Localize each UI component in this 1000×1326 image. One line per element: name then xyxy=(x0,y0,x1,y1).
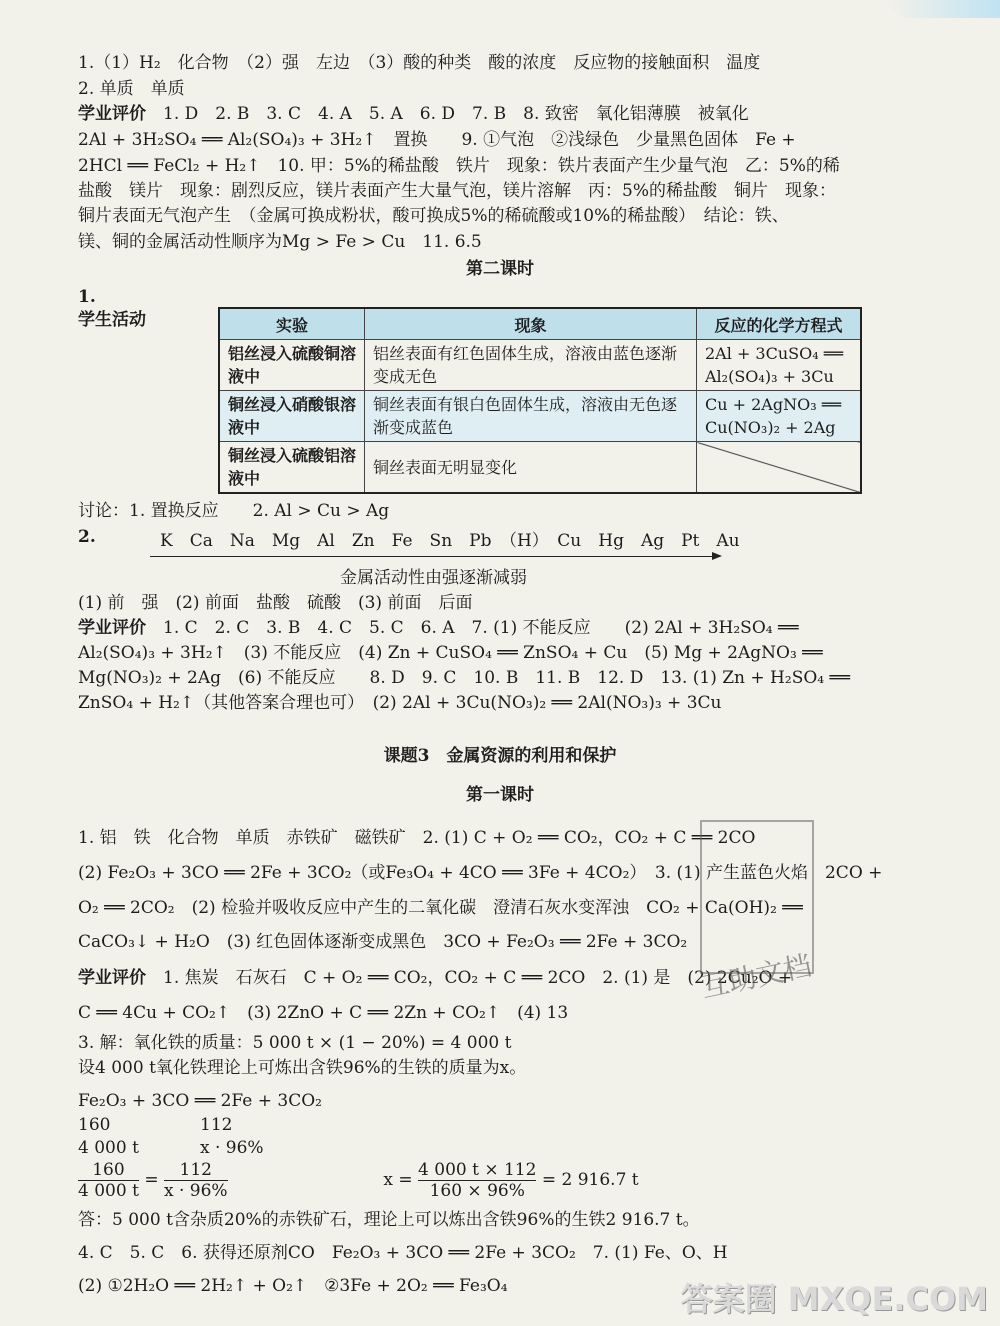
result: = 2 916.7 t xyxy=(541,1170,639,1190)
answer-line: 盐酸 镁片 现象：剧烈反应，镁片表面产生大量气泡，镁片溶解 丙：5%的稀盐酸 铜片 现象： xyxy=(78,181,836,201)
answer-line: 答：5 000 t含杂质20%的赤铁矿石，理论上可以炼出含铁96%的生铁2 916.7 t。 xyxy=(78,1210,700,1230)
table-row xyxy=(219,442,861,494)
activity-series: K Ca Na Mg Al Zn Fe Sn Pb （H） Cu Hg Ag Pt Au xyxy=(160,531,740,551)
series-caption: 金属活动性由强逐渐减弱 xyxy=(340,568,527,588)
answer-line: 1.（1）H₂ 化合物 （2）强 左边 （3）酸的种类 酸的浓度 反应物的接触面积 温度 xyxy=(78,53,761,73)
answer-line: C ══ 4Cu + CO₂↑ (3) 2ZnO + C ══ 2Zn + CO₂↑ (4) 13 xyxy=(78,1003,569,1023)
equation xyxy=(697,340,862,391)
numerator: 112 xyxy=(164,1160,228,1181)
table-row xyxy=(219,340,861,391)
eval-label: 学业评价 xyxy=(78,104,146,124)
denominator: 160 × 96% xyxy=(429,1181,525,1201)
equation-line: Cu + 2AgNO₃ ══ xyxy=(705,395,841,414)
equation-line: Cu(NO₃)₂ + 2Ag xyxy=(705,418,836,437)
answer-line: 1. 铝 铁 化合物 单质 赤铁矿 磁铁矿 2. (1) C + O₂ ══ CO₂，CO₂ + C ══ 2CO xyxy=(78,828,756,848)
answer-line: CaCO₃↓ + H₂O (3) 红色固体逐渐变成黑色 3CO + Fe₂O₃ ══ 2Fe + 3CO₂ xyxy=(78,932,688,952)
experiment-table xyxy=(218,307,862,494)
numerator: 4 000 t × 112 xyxy=(418,1160,537,1180)
watermark-text: 互助文档 xyxy=(698,948,815,1005)
topic-heading: 课题3 金属资源的利用和保护 xyxy=(383,746,617,766)
answer-line xyxy=(78,101,930,127)
equation-line: Al₂(SO₄)₃ + 3Cu xyxy=(705,367,834,386)
question-number: 2. xyxy=(78,527,96,547)
x-label: x = xyxy=(383,1170,413,1190)
mass-value: 160 xyxy=(78,1115,111,1135)
denominator: x · 96% xyxy=(163,1181,228,1201)
section-heading: 第一课时 xyxy=(466,785,534,805)
answer-text: 1. 焦炭 石灰石 C + O₂ ══ CO₂，CO₂ + C ══ 2CO 2. (1) 是 (2) 2Cu₂O + xyxy=(163,968,793,988)
phenomenon: 铜丝表面无明显变化 xyxy=(365,442,697,494)
series-arrow xyxy=(150,556,720,557)
numerator: 160 xyxy=(78,1160,139,1181)
answer-line: Al₂(SO₄)₃ + 3H₂↑ (3) 不能反应 (4) Zn + CuSO₄ ══ ZnSO₄ + Cu (5) Mg + 2AgNO₃ ══ xyxy=(78,643,823,663)
experiment-name: 铜丝浸入硫酸铝溶液中 xyxy=(219,442,365,494)
answer-line: 2HCl ══ FeCl₂ + H₂↑ 10. 甲：5%的稀盐酸 铁片 现象：铁片表面产生少量气泡 乙：5%的稀 xyxy=(78,156,840,176)
answer-line: Mg(NO₃)₂ + 2Ag (6) 不能反应 8. D 9. C 10. B 11. B 12. D 13. (1) Zn + H₂SO₄ ══ xyxy=(78,668,850,688)
question-number: 1. xyxy=(78,287,96,307)
mass-value: 112 xyxy=(200,1115,233,1135)
eval-label: 学业评价 xyxy=(78,618,146,638)
answer-line: (1) 前 强 (2) 前面 盐酸 硫酸 (3) 前面 后面 xyxy=(78,593,473,613)
equation-line: 2Al + 3CuSO₄ ══ xyxy=(705,344,843,363)
table-header: 反应的化学方程式 xyxy=(697,308,862,340)
experiment-name: 铝丝浸入硫酸铜溶液中 xyxy=(219,340,365,391)
phenomenon: 铜丝表面有银白色固体生成，溶液由无色逐渐变成蓝色 xyxy=(365,391,697,442)
section-heading: 第二课时 xyxy=(466,259,534,279)
answer-line: 铜片表面无气泡产生 （金属可换成粉状，酸可换成5%的稀硫酸或10%的稀盐酸） 结论：铁、 xyxy=(78,206,789,226)
answer-line: (2) ①2H₂O ══ 2H₂↑ + O₂↑ ②3Fe + 2O₂ ══ Fe₃O₄ xyxy=(78,1276,508,1296)
fraction xyxy=(164,1160,228,1201)
answer-line: 镁、铜的金属活动性顺序为Mg > Fe > Cu 11. 6.5 xyxy=(78,232,482,252)
answer-line: 3. 解：氧化铁的质量：5 000 t × (1 − 20%) = 4 000 t xyxy=(78,1033,512,1053)
answer-line: 2Al + 3H₂SO₄ ══ Al₂(SO₄)₃ + 3H₂↑ 置换 9. ①气泡 ②浅绿色 少量黑色固体 Fe + xyxy=(78,130,796,150)
experiment-name: 铜丝浸入硝酸银溶液中 xyxy=(219,391,365,442)
equals-sign: = xyxy=(144,1170,159,1190)
answer-line: 4. C 5. C 6. 获得还原剂CO Fe₂O₃ + 3CO ══ 2Fe + 3CO₂ 7. (1) Fe、O、H xyxy=(78,1243,728,1263)
answer-text: 1. D 2. B 3. C 4. A 5. A 6. D 7. B 8. 致密 氧化铝薄膜 被氧化 xyxy=(163,104,749,124)
mass-value: x · 96% xyxy=(200,1138,264,1158)
student-activity-label: 学生活动 xyxy=(78,310,146,330)
equation xyxy=(697,391,862,442)
table-row xyxy=(219,391,861,442)
site-logo: 答案圈 MXQE.COM xyxy=(680,1280,988,1318)
corner-decoration xyxy=(890,0,1000,18)
answer-line: 设4 000 t氧化铁理论上可炼出含铁96%的生铁的质量为x。 xyxy=(78,1058,527,1078)
answer-line: O₂ ══ 2CO₂ (2) 检验并吸收反应中产生的二氧化碳 澄清石灰水变浑浊 CO₂ + Ca(OH)₂ ══ xyxy=(78,898,803,918)
eval-label: 学业评价 xyxy=(78,968,146,988)
mass-value: 4 000 t xyxy=(78,1138,139,1158)
answer-line: ZnSO₄ + H₂↑（其他答案合理也可） (2) 2Al + 3Cu(NO₃)₂ ══ 2Al(NO₃)₃ + 3Cu xyxy=(78,693,722,713)
phenomenon: 铝丝表面有红色固体生成，溶液由蓝色逐渐变成无色 xyxy=(365,340,697,391)
answer-line: (2) Fe₂O₃ + 3CO ══ 2Fe + 3CO₂（或Fe₃O₄ + 4CO ══ 3Fe + 4CO₂） 3. (1) 产生蓝色火焰 2CO + xyxy=(78,863,883,883)
proportion-equation xyxy=(78,1160,930,1201)
fraction xyxy=(418,1160,536,1201)
table-header: 现象 xyxy=(365,308,697,340)
table-header: 实验 xyxy=(219,308,365,340)
denominator: 4 000 t xyxy=(78,1181,139,1201)
answer-text: 1. C 2. C 3. B 4. C 5. C 6. A 7. (1) 不能反应 (2) 2Al + 3H₂SO₄ ══ xyxy=(163,618,799,638)
discussion-line: 讨论：1. 置换反应 2. Al > Cu > Ag xyxy=(78,501,390,521)
fraction xyxy=(78,1160,139,1201)
answer-line: 2. 单质 单质 xyxy=(78,79,185,99)
empty-diagonal-cell xyxy=(697,442,862,494)
answer-line xyxy=(78,615,930,641)
equation-line: Fe₂O₃ + 3CO ══ 2Fe + 3CO₂ xyxy=(78,1091,322,1111)
